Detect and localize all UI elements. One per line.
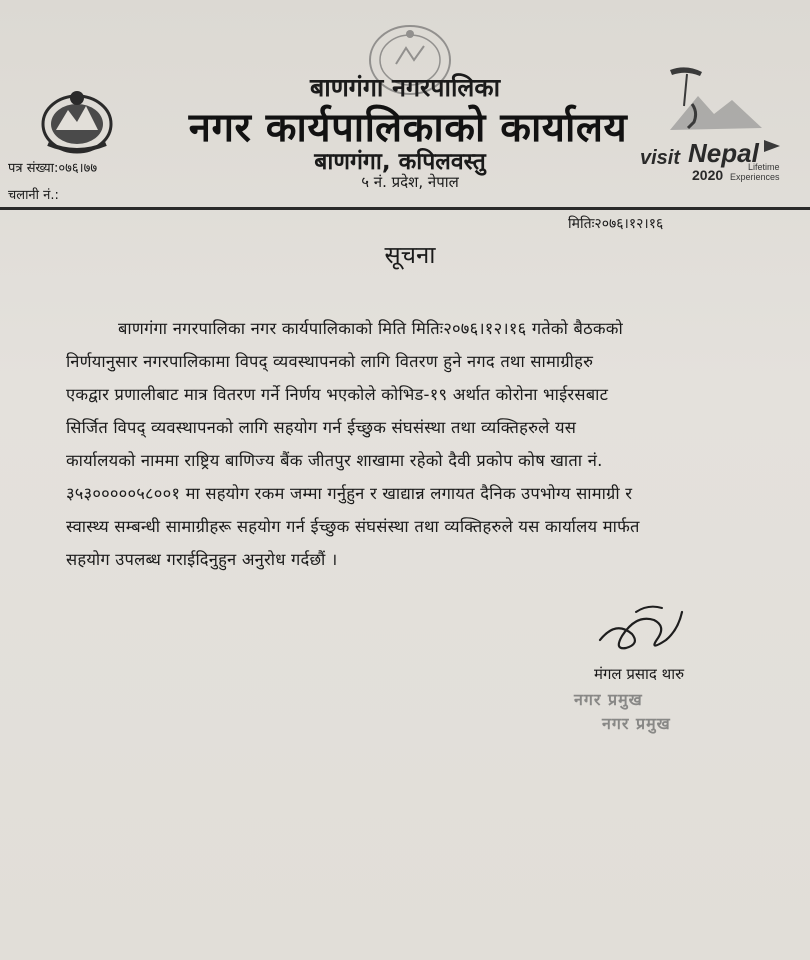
designation-stamp: नगर प्रमुख <box>602 714 671 733</box>
notice-date: मितिः२०७६।१२।१६ <box>568 216 664 232</box>
header-divider <box>0 207 810 210</box>
logo-tagline-1: Lifetime <box>748 162 780 172</box>
body-line: निर्णयानुसार नगरपालिकामा विपद् व्यवस्थापनको लागि वितरण हुने नगद तथा सामाग्रीहरु <box>66 352 594 371</box>
office-location: बाणगंगा, कपिलवस्तु <box>314 149 486 175</box>
designation-stamp: नगर प्रमुख <box>574 690 643 709</box>
body-line: कार्यालयको नाममा राष्ट्रिय बाणिज्य बैंक जीतपुर शाखामा रहेको दैवी प्रकोप कोष खाता नं. <box>66 451 603 470</box>
logo-nepal-text: Nepal <box>688 138 759 168</box>
logo-year-text: 2020 <box>692 167 724 183</box>
province-line: ५ नं. प्रदेश, नेपाल <box>361 173 459 191</box>
signer-name: मंगल प्रसाद थारु <box>594 665 685 683</box>
municipality-name: बाणगंगा नगरपालिका <box>309 73 501 102</box>
logo-visit-text: visit <box>640 147 681 169</box>
visit-nepal-logo <box>640 66 790 186</box>
dispatch-number: चलानी नं.: <box>8 188 59 203</box>
body-line: बाणगंगा नगरपालिका नगर कार्यपालिकाको मिति मितिः२०७६।१२।१६ गतेको बैठकको <box>118 319 623 338</box>
body-line: ३५३०००००५८००१ मा सहयोग रकम जम्मा गर्नुहुन र खाद्यान्न लगायत दैनिक उपभोग्य सामाग्री र <box>66 484 633 503</box>
notice-title: सूचना <box>384 241 436 269</box>
body-line: सहयोग उपलब्ध गराईदिनुहुन अनुरोध गर्दछौं । <box>66 550 338 569</box>
body-line: सिर्जित विपद् व्यवस्थापनको लागि सहयोग गर्न ईच्छुक संघसंस्था तथा व्यक्तिहरुले यस <box>66 418 577 437</box>
letter-number: पत्र संख्या:०७६।७७ <box>8 161 98 176</box>
handwritten-signature <box>596 600 686 660</box>
logo-tagline-2: Experiences <box>730 172 780 182</box>
body-line: स्वास्थ्य सम्बन्धी सामाग्रीहरू सहयोग गर्न ईच्छुक संघसंस्था तथा व्यक्तिहरुले यस कार्यालय मार्फत <box>66 517 640 536</box>
nepal-emblem-icon <box>38 86 116 156</box>
office-title: नगर कार्यपालिकाको कार्यालय <box>188 105 628 151</box>
body-line: एकद्वार प्रणालीबाट मात्र वितरण गर्ने निर्णय भएकोले कोभिड-१९ अर्थात कोरोना भाईरसबाट <box>66 385 609 404</box>
